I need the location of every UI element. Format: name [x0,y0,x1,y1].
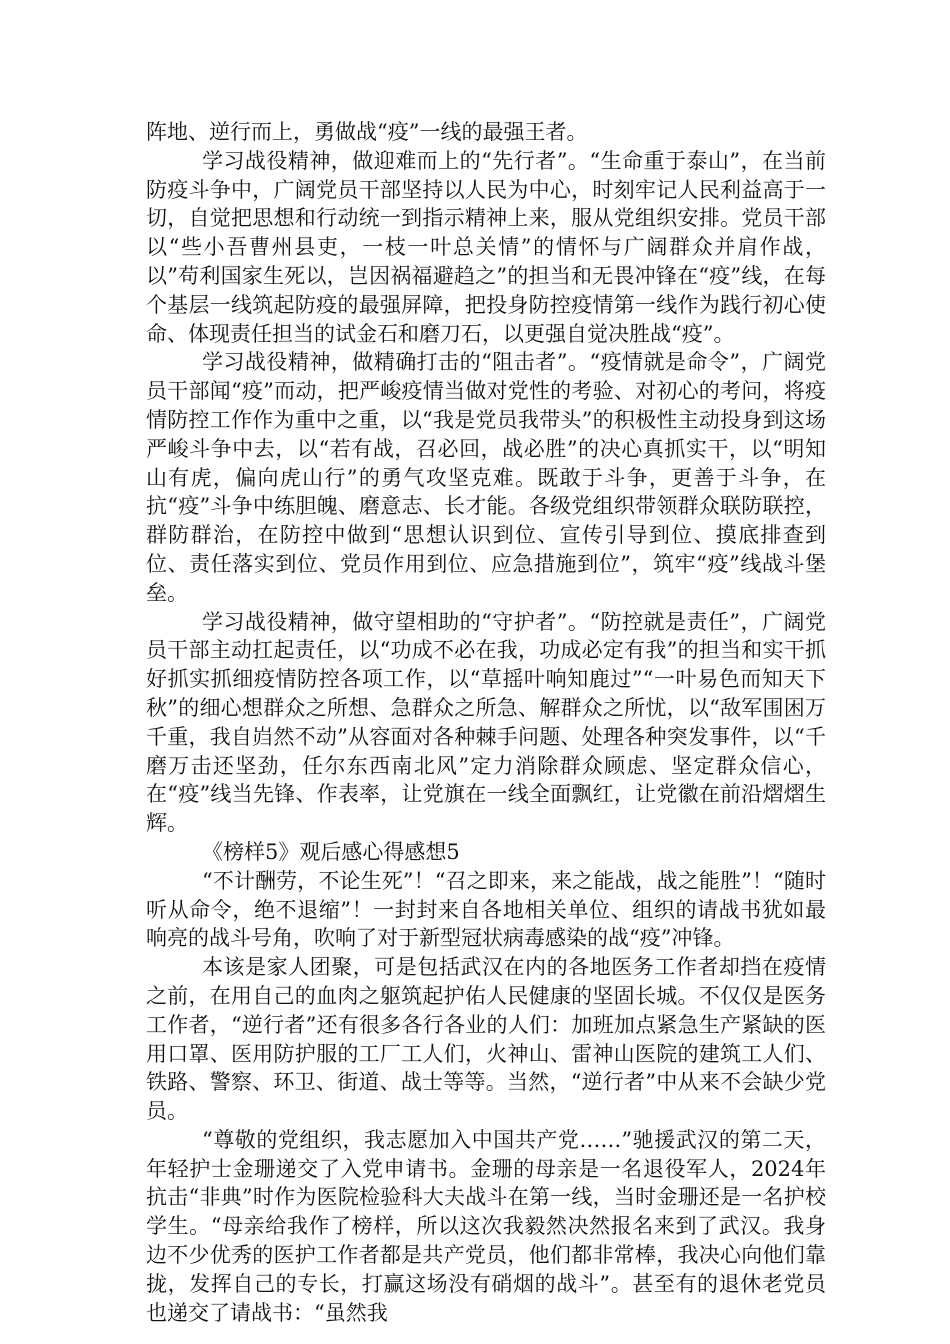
paragraph-medical-workers: 本该是家人团聚，可是包括武汉在内的各地医务工作者却挡在疫情之前，在用自己的血肉之躯筑起护佑人民健康的坚固长城。不仅仅是医务工作者，“逆行者”还有很多各行各业的人们：加班加点紧急生产紧缺的医用口罩、医用防护服的工厂工人们，火神山、雷神山医院的建筑工人们、铁路、警察、环卫、街道、战士等等。当然，“逆行者”中从来不会缺少党员。 [146,955,826,1124]
paragraph-interceptor: 学习战役精神，做精确打击的“阻击者”。“疫情就是命令”，广阔党员干部闻“疫”而动，把严峻疫情当做对党性的考验、对初心的考问，将疫情防控工作作为重中之重，以“我是党员我带头”的积极性主动投身到这场严峻斗争中去，以“若有战，召必回，战必胜”的决心真抓实干，以“明知山有虎，偏向虎山行”的勇气攻坚克难。既敢于斗争，更善于斗争，在抗“疫”斗争中练胆魄、磨意志、长才能。各级党组织带领群众联防联控，群防群治，在防控中做到“思想认识到位、宣传引导到位、摸底排查到位、责任落实到位、党员作用到位、应急措施到位”，筑牢“疫”线战斗堡垒。 [146,350,826,605]
paragraph-nurse-story: “尊敬的党组织，我志愿加入中国共产党……”驰援武汉的第二天，年轻护士金珊递交了入党申请书。金珊的母亲是一名退役军人，2024年抗击“非典”时作为医院检验科大夫战斗在第一线，当时金珊还是一名护校学生。“母亲给我作了榜样，所以这次我毅然决然报名来到了武汉。我身边不少优秀的医护工作者都是共产党员，他们都非常棒，我决心向他们靠拢，发挥自己的专长，打赢这场没有硝烟的战斗”。甚至有的退休老党员也递交了请战书：“虽然我 [146,1127,826,1325]
paragraph-petition: “不计酬劳，不论生死”！“召之即来，来之能战，战之能胜”！“随时听从命令，绝不退缩”！一封封来自各地相关单位、组织的请战书犹如最响亮的战斗号角，吹响了对于新型冠状病毒感染的战“疫”冲锋。 [146,868,826,951]
document-page [146,118,826,1327]
section-heading: 《榜样5》观后感心得感想5 [202,839,460,864]
paragraph-vanguard: 学习战役精神，做迎难而上的“先行者”。“生命重于泰山”，在当前防疫斗争中，广阔党员干部坚持以人民为中心，时刻牢记人民利益高于一切，自觉把思想和行动统一到指示精神上来，服从党组织安排。党员干部以“些小吾曹州县吏，一枝一叶总关情”的情怀与广阔群众并肩作战，以”苟利国家生死以，岂因祸福避趋之”的担当和无畏冲锋在“疫”线，在每个基层一线筑起防疫的最强屏障，把投身防控疫情第一线作为践行初心使命、体现责任担当的试金石和磨刀石，以更强自觉决胜战“疫”。 [146,148,826,346]
paragraph-guardian: 学习战役精神，做守望相助的“守护者”。“防控就是责任”，广阔党员干部主动扛起责任，以“功成不必在我，功成必定有我”的担当和实干抓好抓实抓细疫情防控各项工作，以“草摇叶响知鹿过”“一叶易色而知天下秋”的细心想群众之所想、急群众之所急、解群众之所忧，以“敌军围困万千重，我自岿然不动”从容面对各种棘手问题、处理各种突发事件，以“千磨万击还坚劲，任尔东西南北风”定力消除群众顾虑、坚定群众信心，在“疫”线当先锋、作表率，让党旗在一线全面飘红，让党徽在前沿熠熠生辉。 [146,609,826,836]
paragraph-continuation: 阵地、逆行而上，勇做战“疫”一线的最强王者。 [146,120,588,144]
